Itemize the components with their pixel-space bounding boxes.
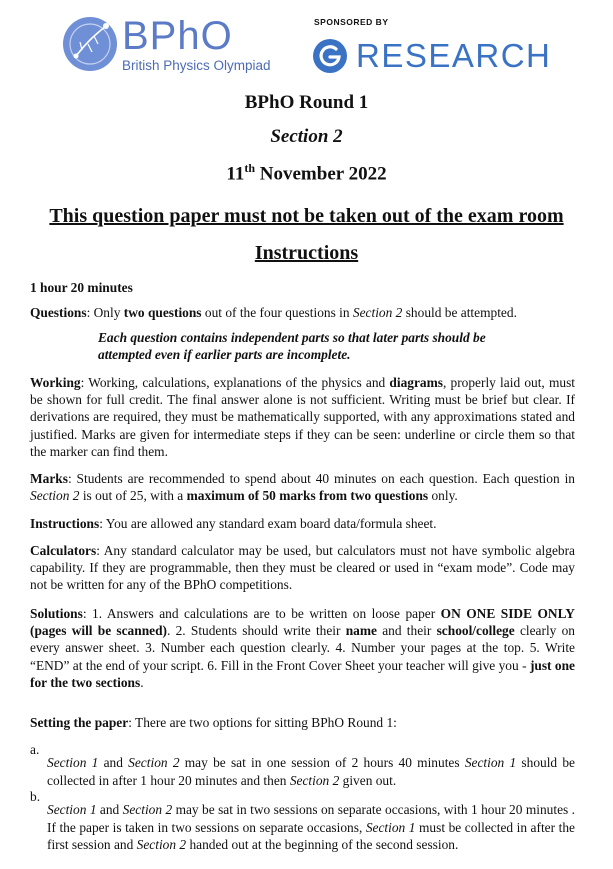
exam-date: 11th November 2022 bbox=[226, 161, 387, 185]
working-paragraph: Working: Working, calculations, explanations of the physics and diagrams, properly laid out, must be shown for full credit. The final answer alone is not sufficient. Writing must be brief but clear. If derivations are required, they must be mathematically supported, with any approximations stated and justified. Marks are given for intermediate steps if they can be seen: underline or circle them so that the marker can find them. bbox=[30, 375, 575, 459]
bpho-logo-word: BPhO bbox=[122, 14, 233, 58]
option-b-label: b. bbox=[30, 789, 41, 804]
instructions-heading: Instructions bbox=[254, 242, 359, 264]
setting-option-b: b. Section 1 and Section 2 may be sat in two sessions on separate occasions, with 1 hour 20 minutes . If the paper is taken in two sessions on separate occasions, Section 1 must be collected in after the first session and Section 2 handed out at the beginning of the second session. bbox=[30, 789, 575, 852]
gresearch-g-icon bbox=[312, 38, 348, 74]
gresearch-logo-word: RESEARCH bbox=[356, 37, 552, 74]
bpho-logo-subtitle: British Physics Olympiad bbox=[122, 58, 271, 73]
warning-heading: This question paper must not be taken out of the exam room bbox=[49, 205, 564, 227]
sponsored-by-label: SPONSORED BY bbox=[314, 17, 389, 27]
bpho-logo bbox=[60, 10, 300, 80]
marks-paragraph: Marks: Students are recommended to spend about 40 minutes on each question. Each question in Section 2 is out of 25, with a maximum of 50 marks from two questions only. bbox=[30, 471, 575, 504]
section-title: Section 2 bbox=[270, 126, 343, 147]
questions-paragraph: Questions: Only two questions out of the four questions in Section 2 should be attempted. bbox=[30, 305, 517, 320]
solutions-paragraph: Solutions: 1. Answers and calculations are to be written on loose paper ON ONE SIDE ONLY (pages will be scanned). 2. Students should write their name and their school/college clearly on every answer sheet. 3. Number each question clearly. 4. Number your pages at the top. 5. Write “END” at the end of your script. 6. Fill in the Front Cover Sheet your teacher will give you - just one for the two sections. bbox=[30, 606, 576, 690]
calculators-paragraph: Calculators: Any standard calculator may be used, but calculators must not have symbolic algebra capability. If they are programmable, then they must be cleared or used in “exam mode”. Code may not be written for any of the BPhO competitions. bbox=[30, 543, 575, 593]
option-a-label: a. bbox=[30, 742, 40, 757]
instructions-paragraph: Instructions: You are allowed any standard exam board data/formula sheet. bbox=[30, 516, 437, 531]
bpho-atom-icon bbox=[62, 16, 118, 72]
duration: 1 hour 20 minutes bbox=[30, 280, 133, 295]
setting-option-a: a. Section 1 and Section 2 may be sat in one session of 2 hours 40 minutes Section 1 should be collected in after 1 hour 20 minutes and then Section 2 given out. bbox=[30, 742, 576, 788]
round-title: BPhO Round 1 bbox=[244, 92, 369, 113]
independent-parts-note: Each question contains independent parts so that later parts should be attempted even if earlier parts are incomplete. bbox=[98, 330, 486, 363]
setting-paragraph: Setting the paper: There are two options for sitting BPhO Round 1: bbox=[30, 715, 397, 730]
gresearch-logo bbox=[312, 36, 572, 76]
